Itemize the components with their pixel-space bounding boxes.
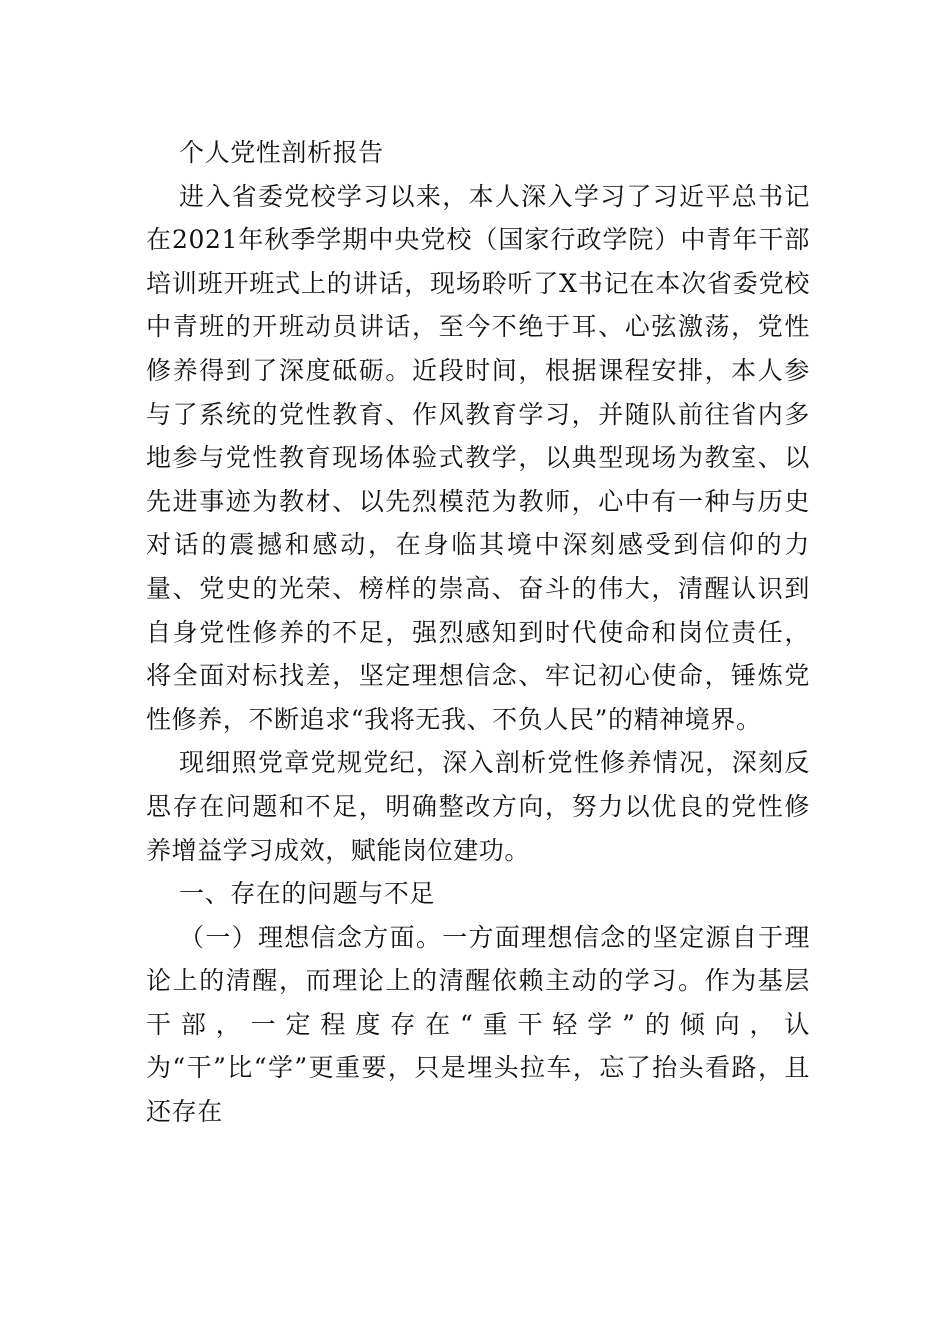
- document-body: [146, 131, 810, 1134]
- section-heading-problems: 一、存在的问题与不足: [179, 879, 436, 909]
- document-title: 个人党性剖析报告: [179, 138, 384, 167]
- paragraph-ideals-beliefs: （一）理想信念方面。一方面理想信念的坚定源自于理论上的清醒，而理论上的清醒依赖主动的学习。作为基层干部，一定程度存在“重干轻学”的倾向，认为“干”比“学”更重要，只是埋头拉车，忘了抬头看路，且还存在: [146, 922, 810, 1127]
- paragraph-purpose: 现细照党章党规党纪，深入剖析党性修养情况，深刻反思存在问题和不足，明确整改方向，努力以优良的党性修养增益学习成效，赋能岗位建功。: [146, 748, 810, 865]
- paragraph-intro: 进入省委党校学习以来，本人深入学习了习近平总书记在2021年秋季学期中央党校（国家行政学院）中青年干部培训班开班式上的讲话，现场聆听了X书记在本次省委党校中青班的开班动员讲话，至今不绝于耳、心弦激荡，党性修养得到了深度砥砺。近段时间，根据课程安排，本人参与了系统的党性教育、作风教育学习，并随队前往省内多地参与党性教育现场体验式教学，以典型现场为教室、以先进事迹为教材、以先烈模范为教师，心中有一种与历史对话的震撼和感动，在身临其境中深刻感受到信仰的力量、党史的光荣、榜样的崇高、奋斗的伟大，清醒认识到自身党性修养的不足，强烈感知到时代使命和岗位责任，将全面对标找差，坚定理想信念、牢记初心使命，锤炼党性修养，不断追求“我将无我、不负人民”的精神境界。: [146, 181, 810, 734]
